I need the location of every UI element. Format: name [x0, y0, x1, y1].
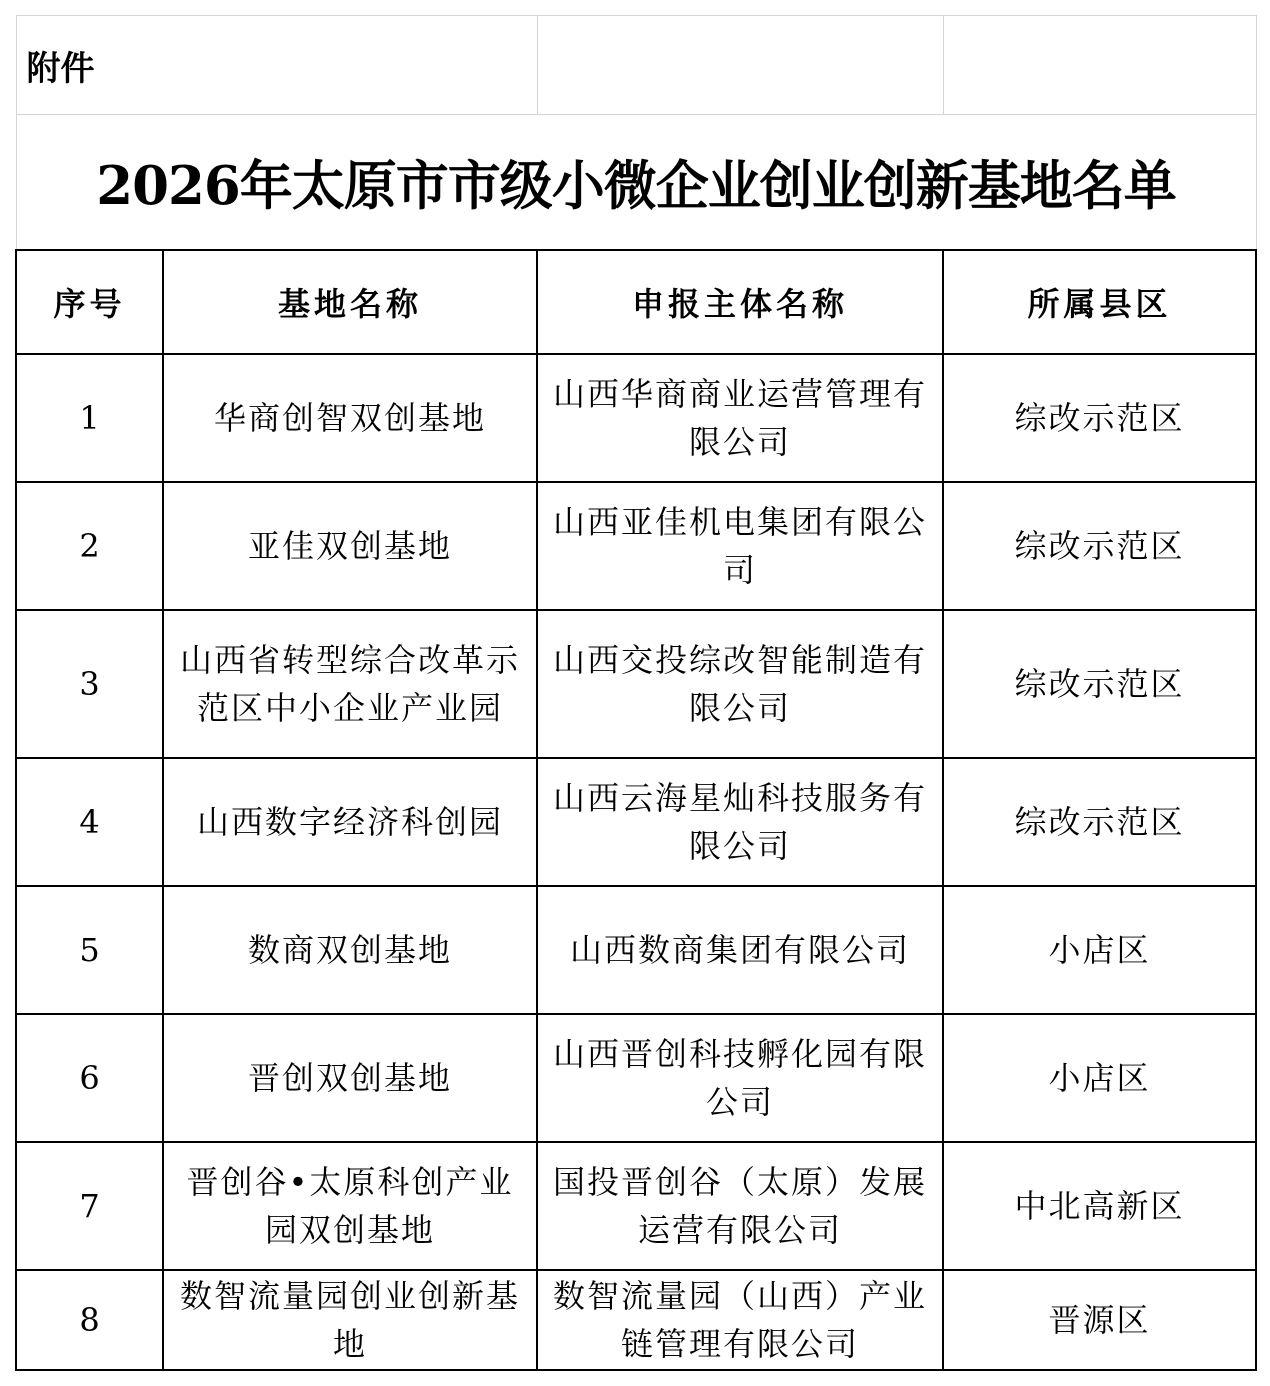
cell-applicant: 山西晋创科技孵化园有限公司: [537, 1014, 943, 1142]
cell-applicant: 山西华商商业运营管理有限公司: [537, 354, 943, 482]
table-row: [16, 354, 1256, 482]
annex-label: 附件: [16, 16, 537, 115]
page-title: 2026年太原市市级小微企业创业创新基地名单: [96, 155, 1176, 217]
cell-seq: 3: [16, 610, 163, 758]
cell-base-name: 晋创双创基地: [163, 1014, 537, 1142]
table-row: [16, 1270, 1256, 1370]
cell-applicant: 山西交投综改智能制造有限公司: [537, 610, 943, 758]
cell-district: 综改示范区: [943, 482, 1256, 610]
column-header-base-name: 基地名称: [163, 250, 537, 354]
cell-base-name: 晋创谷•太原科创产业园双创基地: [163, 1142, 537, 1270]
cell-district: 中北高新区: [943, 1142, 1256, 1270]
cell-seq: 8: [16, 1270, 163, 1370]
cell-district: 晋源区: [943, 1270, 1256, 1370]
table-row: [16, 886, 1256, 1014]
cell-applicant: 国投晋创谷（太原）发展运营有限公司: [537, 1142, 943, 1270]
cell-seq: 4: [16, 758, 163, 886]
column-header-seq: 序号: [16, 250, 163, 354]
cell-seq: 5: [16, 886, 163, 1014]
cell-district: 综改示范区: [943, 354, 1256, 482]
title-row: [16, 115, 1256, 251]
cell-applicant: 山西云海星灿科技服务有限公司: [537, 758, 943, 886]
cell-base-name: 亚佳双创基地: [163, 482, 537, 610]
base-list-table: [15, 15, 1257, 1371]
empty-cell: [943, 16, 1256, 115]
cell-district: 综改示范区: [943, 758, 1256, 886]
page-title-cell: [16, 115, 1256, 251]
table-row: [16, 482, 1256, 610]
cell-district: 综改示范区: [943, 610, 1256, 758]
table-row: [16, 758, 1256, 886]
empty-cell: [537, 16, 943, 115]
cell-applicant: 山西亚佳机电集团有限公司: [537, 482, 943, 610]
column-header-district: 所属县区: [943, 250, 1256, 354]
cell-base-name: 山西数字经济科创园: [163, 758, 537, 886]
cell-district: 小店区: [943, 1014, 1256, 1142]
annex-row: [16, 16, 1256, 115]
cell-base-name: 数智流量园创业创新基地: [163, 1270, 537, 1370]
cell-applicant: 山西数商集团有限公司: [537, 886, 943, 1014]
cell-base-name: 华商创智双创基地: [163, 354, 537, 482]
cell-seq: 6: [16, 1014, 163, 1142]
cell-base-name: 数商双创基地: [163, 886, 537, 1014]
table-row: [16, 1142, 1256, 1270]
cell-base-name: 山西省转型综合改革示范区中小企业产业园: [163, 610, 537, 758]
cell-seq: 1: [16, 354, 163, 482]
cell-applicant: 数智流量园（山西）产业链管理有限公司: [537, 1270, 943, 1370]
table-row: [16, 610, 1256, 758]
cell-seq: 7: [16, 1142, 163, 1270]
header-row: [16, 250, 1256, 354]
spreadsheet: [15, 15, 1255, 1371]
column-header-applicant: 申报主体名称: [537, 250, 943, 354]
cell-district: 小店区: [943, 886, 1256, 1014]
cell-seq: 2: [16, 482, 163, 610]
table-row: [16, 1014, 1256, 1142]
